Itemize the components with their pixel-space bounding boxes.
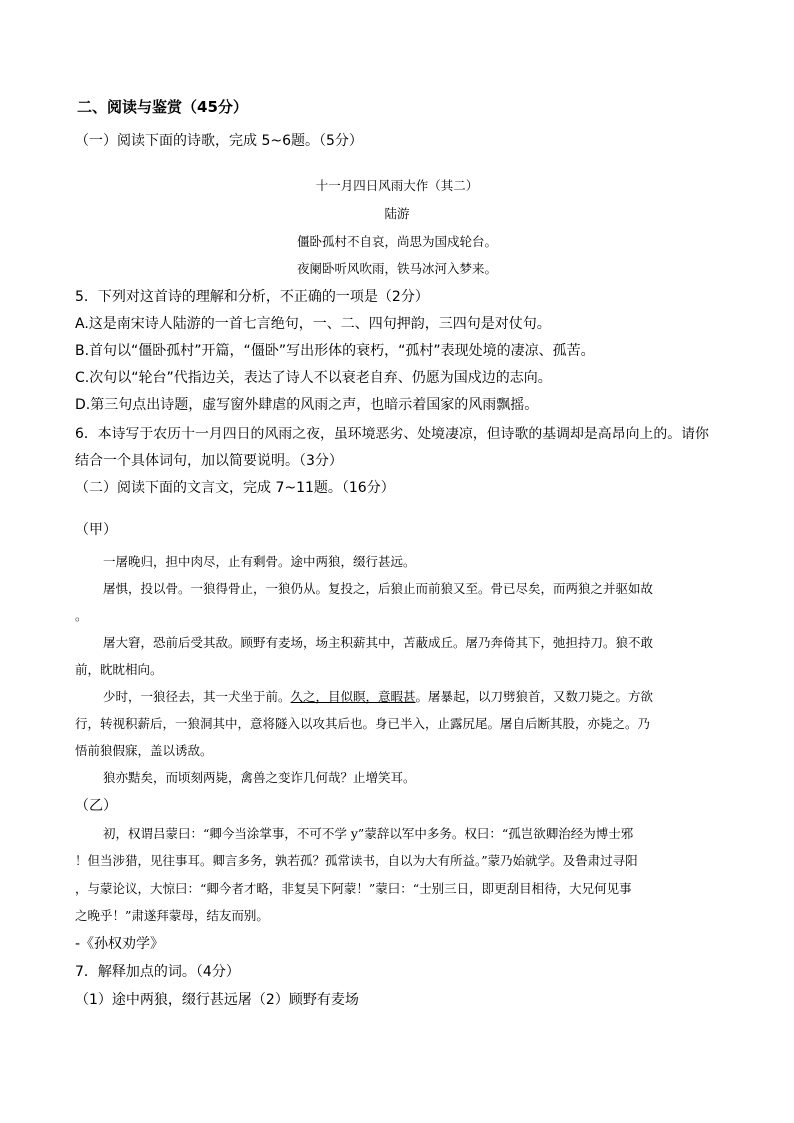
underlined-phrase: 久之，目似瞑，意暇甚 xyxy=(290,689,416,704)
yi-line-2: ！但当涉猎，见往事耳。卿言多务，孰若孤？孤常读书，自以为大有所益。”蒙乃始就学。及鲁肃过寻阳 xyxy=(75,853,638,868)
section-title: 二、阅读与鉴赏（45分） xyxy=(77,98,248,116)
jia-paragraph-5: 狼亦黠矣，而顷刻两毙，禽兽之变诈几何哉？止增笑耳。 xyxy=(103,770,416,785)
jia-p4-text-a: 少时，一狼径去，其一犬坐于前。 xyxy=(103,689,291,704)
yi-line-1: 初，权谓吕蒙曰：“卿今当涂掌事，不可不学 y”蒙辞以军中多务。权曰：“孤岂欲卿治经为博士邪 xyxy=(103,826,634,841)
jia-paragraph-2-line-2: 。 xyxy=(75,608,88,623)
q7-items: （1）途中两狼，缀行甚远屠（2）顾野有麦场 xyxy=(75,992,359,1008)
jia-paragraph-4-line-1 xyxy=(103,687,653,707)
yi-label: （乙） xyxy=(75,798,117,814)
part1-intro: （一）阅读下面的诗歌，完成 5~6题。（5分） xyxy=(75,133,363,149)
jia-paragraph-3-line-2: 前，眈眈相向。 xyxy=(75,662,163,677)
q6-line-2: 结合一个具体词句，加以简要说明。（3分） xyxy=(75,453,343,469)
yi-line-4: 之晚乎！”肃遂拜蒙母，结友而别。 xyxy=(75,908,269,923)
jia-paragraph-4-line-2: 行，转视积薪后，一狼洞其中，意将隧入以攻其后也。身已半入，止露尻尾。屠自后断其股，亦毙之。乃 xyxy=(75,716,651,731)
q5-option-b: B.首句以“僵卧孤村”开篇，“僵卧”写出形体的衰朽，“孤村”表现处境的凄凉、孤苦。 xyxy=(75,343,595,359)
jia-paragraph-4-line-3: 悟前狼假寐，盖以诱敌。 xyxy=(75,743,213,758)
poem-line-1: 僵卧孤村不自哀，尚思为国戍轮台。 xyxy=(296,234,497,249)
jia-paragraph-3-line-1: 屠大窘，恐前后受其敌。顾野有麦场，场主积薪其中，苫蔽成丘。屠乃奔倚其下，弛担持刀。狼不敢 xyxy=(103,635,654,650)
yi-source: -《孙权劝学》 xyxy=(75,936,165,952)
part2-intro: （二）阅读下面的文言文，完成 7~11题。（16分） xyxy=(75,480,395,496)
yi-line-3: ，与蒙论议，大惊曰：“卿今者才略，非复吴下阿蒙！”蒙曰：“士别三日，即更刮目相待，大兄何见事 xyxy=(75,881,632,896)
jia-paragraph-1: 一屠晚归，担中肉尽，止有剩骨。途中两狼，缀行甚远。 xyxy=(103,554,416,569)
jia-label: （甲） xyxy=(75,522,117,538)
q6-line-1: 6．本诗写于农历十一月四日的风雨之夜，虽环境恶劣、处境凄凉，但诗歌的基调却是高昂向上的。请你 xyxy=(75,426,709,442)
poem-title: 十一月四日风雨大作（其二） xyxy=(315,178,479,193)
jia-p4-text-b: 。屠暴起，以刀劈狼首，又数刀毙之。方欲 xyxy=(415,689,654,704)
q7-stem: 7．解释加点的词。（4分） xyxy=(75,964,240,980)
q5-option-d: D.第三句点出诗题，虚写窗外肆虐的风雨之声，也暗示着国家的风雨飘摇。 xyxy=(75,397,539,413)
q5-option-c: C.次句以“轮台”代指边关，表达了诗人不以衰老自弃、仍愿为国戍边的志向。 xyxy=(75,370,552,386)
poem-author: 陆游 xyxy=(384,206,410,221)
poem-line-2: 夜阑卧听风吹雨，铁马冰河入梦来。 xyxy=(296,261,497,276)
q5-stem: 5．下列对这首诗的理解和分析，不正确的一项是（2分） xyxy=(75,289,429,305)
jia-paragraph-2-line-1: 屠惧，投以骨。一狼得骨止，一狼仍从。复投之，后狼止而前狼又至。骨已尽矣，而两狼之并驱如故 xyxy=(103,581,654,596)
q5-option-a: A.这是南宋诗人陆游的一首七言绝句，一、二、四句押韵，三四句是对仗句。 xyxy=(75,316,551,332)
